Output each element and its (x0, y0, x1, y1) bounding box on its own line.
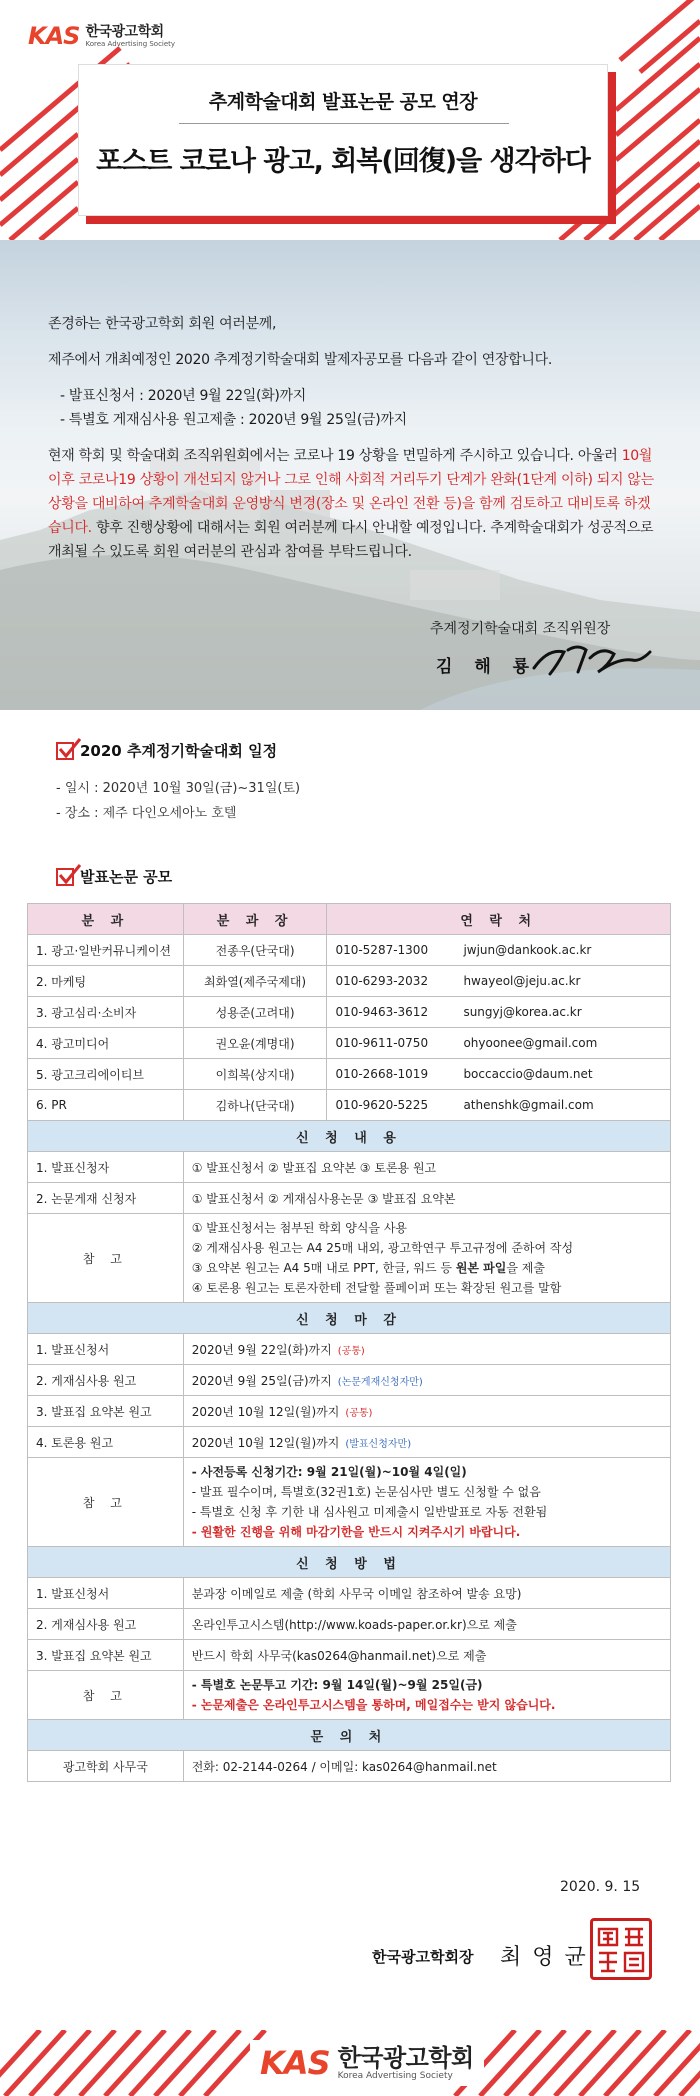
checkbox-icon (56, 868, 74, 886)
note-list: - 사전등록 신청기간: 9월 21일(월)~10월 4일(일) - 발표 필수이며, 특별호(32권1호) 논문심사만 별도 신청할 수 없음 - 특별호 신청 후 기한 내 심사원고 미제출시 일반발표로 자동 전환됨 - 원활한 진행을 위해 마감기한을 반드시 지켜주시기 바랍니다. (183, 1458, 670, 1547)
title-box (78, 64, 608, 216)
president-title: 한국광고학회장 (372, 1948, 474, 1966)
deadline-date: 2020년 9월 22일(화)까지 (191, 1342, 332, 1357)
title-divider (179, 123, 509, 124)
division-email[interactable]: jwjun@dankook.ac.kr (463, 943, 592, 957)
letter-paragraph: 현재 학회 및 학술대회 조직위원회에서는 코로나 19 상황을 면밀하게 주시하고 있습니다. 아울러 10월 이후 코로나19 상황이 개선되지 않거나 그로 인해 사회적 거리두기 단계가 완화(1단계 이하) 되지 않는 상황을 대비하여 추계학술대회 운영방식 변경(장소 및 온라인 전환 등)을 함께 검토하고 대비토록 하겠습니다. 향후 진행상황에 대해서는 회원 여러분께 다시 안내할 예정입니다. 추계학술대회가 성공적으로 개최될 수 있도록 회원 여러분의 관심과 참여를 부탁드립니다. (48, 448, 654, 560)
row-label: 2. 게재심사용 원고 (28, 1365, 184, 1396)
page-title: 포스트 코로나 광고, 회복(回復)을 생각하다 (96, 146, 590, 177)
checkbox-icon (56, 742, 74, 760)
table-row (28, 1396, 671, 1427)
table-row (28, 935, 671, 966)
letter-body (48, 312, 658, 564)
header-division: 분 과 (28, 904, 184, 935)
division-name: 4. 광고미디어 (28, 1028, 184, 1059)
table-row (28, 1152, 671, 1183)
row-value: ① 발표신청서 ② 발표집 요약본 ③ 토론용 원고 (183, 1152, 670, 1183)
division-phone: 010-5287-1300 (335, 943, 429, 957)
division-phone: 010-2668-1019 (335, 1067, 429, 1081)
letter-section (0, 240, 700, 710)
section-apply-content: 신 청 내 용 (28, 1121, 671, 1152)
division-name: 2. 마케팅 (28, 966, 184, 997)
schedule-date: - 일시 : 2020년 10월 30일(금)~31일(토) (56, 781, 301, 796)
row-label: 2. 논문게재 신청자 (28, 1183, 184, 1214)
row-value: ① 발표신청서 ② 게재심사용논문 ③ 발표집 요약본 (183, 1183, 670, 1214)
signer-name: 김 해 룡 (436, 657, 538, 677)
division-chair: 권오윤(계명대) (183, 1028, 327, 1059)
table-row (28, 1183, 671, 1214)
signer-title: 추계정기학술대회 조직위원장 (430, 621, 611, 637)
table-row (28, 1427, 671, 1458)
row-value: 반드시 학회 사무국(kas0264@hanmail.net)으로 제출 (183, 1640, 670, 1671)
division-phone: 010-9611-0750 (335, 1036, 429, 1050)
deadline-tag: (공통) (337, 1345, 365, 1357)
letter-item: - 특별호 게재심사용 원고제출 : 2020년 9월 25일(금)까지 (60, 412, 407, 428)
table-row (28, 1334, 671, 1365)
official-seal-icon (590, 1918, 652, 1980)
president-name: 최 영 균 (500, 1945, 588, 1970)
row-label: 4. 토론용 원고 (28, 1427, 184, 1458)
document-date: 2020. 9. 15 (560, 1879, 641, 1895)
letter-greeting: 존경하는 한국광고학회 회원 여러분께, (48, 316, 277, 332)
header-chair: 분 과 장 (183, 904, 327, 935)
table-row (28, 966, 671, 997)
row-label: 1. 발표신청서 (28, 1334, 184, 1365)
logo-mark: KAS (260, 2044, 330, 2082)
table-row (28, 997, 671, 1028)
division-name: 3. 광고심리·소비자 (28, 997, 184, 1028)
logo-korean: 한국광고학회 (85, 23, 164, 40)
division-email[interactable]: athenshk@gmail.com (463, 1098, 594, 1112)
schedule-place: - 장소 : 제주 다인오세아노 호텔 (56, 806, 237, 821)
schedule-heading: 2020 추계정기학술대회 일정 (56, 740, 277, 761)
division-chair: 이희복(상지대) (183, 1059, 327, 1090)
row-value: 전화: 02-2144-0264 / 이메일: kas0264@hanmail.net (183, 1751, 670, 1782)
division-chair: 성용준(고려대) (183, 997, 327, 1028)
logo-english: Korea Advertising Society (337, 2070, 453, 2081)
deadline-tag: (발표신청자만) (345, 1438, 412, 1450)
table-row (28, 1609, 671, 1640)
signature-graphic (528, 638, 658, 682)
call-heading: 발표논문 공모 (56, 866, 172, 887)
table-row (28, 1028, 671, 1059)
division-chair: 최화열(제주국제대) (183, 966, 327, 997)
note-list: - 특별호 논문투고 기간: 9월 14일(월)~9월 25일(금) - 논문제출은 온라인투고시스템을 통하며, 메일접수는 받지 않습니다. (183, 1671, 670, 1720)
call-for-papers-table (27, 903, 671, 1782)
division-email[interactable]: hwayeol@jeju.ac.kr (463, 974, 581, 988)
division-email[interactable]: ohyoonee@gmail.com (463, 1036, 598, 1050)
note-label: 참 고 (28, 1458, 184, 1547)
row-label: 2. 게재심사용 원고 (28, 1609, 184, 1640)
table-row (28, 1578, 671, 1609)
division-chair: 김하나(단국대) (183, 1090, 327, 1121)
table-row (28, 1640, 671, 1671)
deadline-date: 2020년 10월 12일(월)까지 (191, 1404, 340, 1419)
header-banner (0, 0, 700, 240)
table-row (28, 1671, 671, 1720)
page-subtitle: 추계학술대회 발표논문 공모 연장 (208, 91, 478, 113)
kas-logo (28, 22, 175, 50)
deadline-tag: (논문게재신청자만) (337, 1376, 423, 1388)
header-contact: 연 락 처 (327, 904, 671, 935)
table-row (28, 1751, 671, 1782)
note-label: 참 고 (28, 1671, 184, 1720)
logo-mark: KAS (28, 22, 80, 50)
footer-logo (250, 2040, 484, 2086)
division-chair: 전종우(단국대) (183, 935, 327, 966)
deadline-tag: (공통) (345, 1407, 373, 1419)
division-phone: 010-9463-3612 (335, 1005, 429, 1019)
division-name: 5. 광고크리에이티브 (28, 1059, 184, 1090)
logo-english: Korea Advertising Society (85, 39, 176, 48)
row-value[interactable]: 온라인투고시스템(http://www.koads-paper.or.kr)으로 제출 (183, 1609, 670, 1640)
table-row (28, 1458, 671, 1547)
letter-highlight: 10월 이후 코로나19 상황이 개선되지 않거나 그로 인해 사회적 거리두기 단계가 완화(1단계 이하) 되지 않는 상황을 대비하여 추계학술대회 운영방식 변경(장소 및 온라인 전환 등)을 함께 검토하고 대비토록 하겠습니다. (48, 448, 654, 536)
section-deadline: 신 청 마 감 (28, 1303, 671, 1334)
division-email[interactable]: boccaccio@daum.net (463, 1067, 593, 1081)
row-label: 1. 발표신청자 (28, 1152, 184, 1183)
table-row (28, 1090, 671, 1121)
division-email[interactable]: sungyj@korea.ac.kr (463, 1005, 582, 1019)
row-value: 분과장 이메일로 제출 (학회 사무국 이메일 참조하여 발송 요망) (183, 1578, 670, 1609)
row-label: 3. 발표집 요약본 원고 (28, 1640, 184, 1671)
division-name: 1. 광고·일반커뮤니케이션 (28, 935, 184, 966)
letter-intro: 제주에서 개최예정인 2020 추계정기학술대회 발제자공모를 다음과 같이 연장합니다. (48, 352, 553, 368)
table-header-row (28, 904, 671, 935)
table-row (28, 1365, 671, 1396)
row-label: 1. 발표신청서 (28, 1578, 184, 1609)
table-row (28, 1059, 671, 1090)
section-method: 신 청 방 법 (28, 1547, 671, 1578)
letter-item: - 발표신청서 : 2020년 9월 22일(화)까지 (60, 388, 306, 404)
section-contact: 문 의 처 (28, 1720, 671, 1751)
deadline-date: 2020년 10월 12일(월)까지 (191, 1435, 340, 1450)
row-label: 3. 발표집 요약본 원고 (28, 1396, 184, 1427)
logo-korean: 한국광고학회 (337, 2043, 474, 2072)
row-label: 광고학회 사무국 (28, 1751, 184, 1782)
division-phone: 010-6293-2032 (335, 974, 429, 988)
division-name: 6. PR (28, 1090, 184, 1121)
table-row (28, 1214, 671, 1303)
deadline-date: 2020년 9월 25일(금)까지 (191, 1373, 332, 1388)
note-label: 참 고 (28, 1214, 184, 1303)
division-phone: 010-9620-5225 (335, 1098, 429, 1112)
note-list: ① 발표신청서는 첨부된 학회 양식을 사용 ② 게재심사용 원고는 A4 25매 내외, 광고학연구 투고규정에 준하여 작성 ③ 요약본 원고는 A4 5매 내로 PPT, 한글, 워드 등 원본 파일을 제출 ④ 토론용 원고는 토론자한테 전달할 풀페이퍼 또는 확장된 원고를 말함 (183, 1214, 670, 1303)
